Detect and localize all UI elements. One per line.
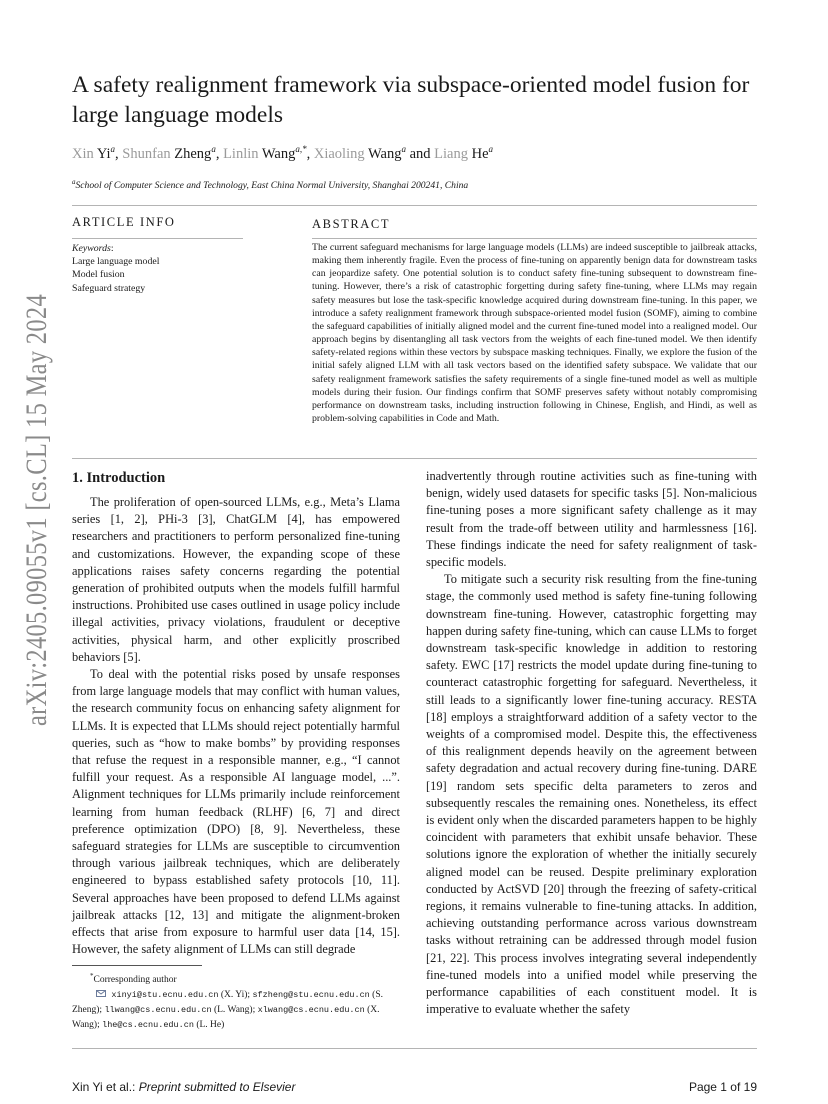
email-owner: (X. Wang); bbox=[72, 1005, 380, 1031]
footnote-mark: * bbox=[90, 972, 94, 980]
email-list bbox=[72, 988, 402, 1033]
article-info-heading: ARTICLE INFO bbox=[72, 215, 176, 229]
arxiv-stamp bbox=[2, 290, 62, 730]
email-address[interactable]: llwang@cs.ecnu.edu.cn bbox=[104, 1005, 212, 1016]
email-owner: (S. Zheng); bbox=[72, 990, 383, 1016]
keyword-item: Large language model bbox=[72, 256, 160, 268]
author-affiliation-mark: a bbox=[110, 144, 116, 154]
body-paragraph: To mitigate such a security risk resulting from the fine-tuning stage, the commonly used method is safety fine-tuning following downstream fine-tuning. However, catastrophic forgetting may happen during safety fine-tuning, which can cause LLMs to forget downstream task-specific knowledge in addition to restoring safety. EWC [17] restricts the model update during fine-tuning to counteract catastrophic forgetting for safeguard. Nevertheless, it still leads to a significantly lower fine-tuning accuracy. RESTA [18] employs a straightforward addition of a safety vector to the weights of a compromised model. Despite this, the effectiveness of this realignment depends heavily on the agreement between safety degradation and actual recovery during fine-tuning. DARE [19] random sets specific delta parameters to zeros and subsequently rescales the remaining ones. Nonetheless, its effect is evident only when the discarded parameters happen to be highly coincident with parameters that exhibit unsafe behavior. These solutions ignore the exploration of whether the initially securely aligned model can be reused. Despite preliminary exploration conducted by ActSVD [20] through the freezing of safety-critical regions, it remains vulnerable to fine-tuning attacks. In addition, achieving outstanding performance across various downstream tasks without retraining can be addressed through model fusion [21, 22]. This process involves integrating several independently fine-tuned models into a unified model while preserving the performance capabilities of each constituent model. It is imperative to evaluate whether the safety bbox=[426, 572, 757, 1017]
body-paragraph: To deal with the potential risks posed by unsafe responses from large language models that may conflict with human values, the research community focus on enhancing safety alignment for LLMs. It is expected that LLMs should reject potentially harmful queries, such as “how to make bombs” by providing responses that refuse the request in a responsible manner, e.g., “I cannot fulfill your request. As a responsible AI language model, ...”. Alignment techniques for LLMs primarily include reinforcement learning from human feedback (RLHF) [6, 7] and direct preference optimization (DPO) [8, 9]. Nevertheless, these safeguard strategies for LLMs are susceptible to circumvention through various jailbreak techniques, which are deliberately engineered to bypass established safety protocols [10, 11]. Several approaches have been proposed to defend LLMs against jailbreak attacks [12, 13] and mitigate the alignment-broken effects that arise from exposure to harmful user data [14, 15]. However, the safety alignment of LLMs can still degrade bbox=[72, 667, 400, 957]
footer-citation bbox=[72, 1080, 295, 1094]
affiliation-text: School of Computer Science and Technology, East China Normal University, Shanghai 200241, China bbox=[75, 180, 469, 192]
author-given-name: Liang bbox=[434, 145, 468, 162]
section-heading bbox=[72, 468, 400, 488]
author-affiliation-mark: a bbox=[488, 144, 494, 154]
author-given-name: Shunfan bbox=[122, 145, 171, 162]
footer-rule bbox=[72, 1048, 757, 1049]
abstract-text: The current safeguard mechanisms for large language models (LLMs) are indeed susceptible to jailbreak attacks, making them inherently fragile. Even the process of fine-tuning on apparently benign data for downstream tasks can jeopardize safety. One potential solution is to conduct safety fine-tuning subsequent to downstream fine-tuning. However, there’s a risk of catastrophic forgetting during safety fine-tuning, where LLMs may regain safety measures but lose the task-specific knowledge acquired during downstream fine-tuning. In this paper, we introduce a safety realignment framework through subspace-oriented model fusion (SOMF), aiming to combine the safeguard capabilities of initially aligned model and the current fine-tuned model into a realigned model. Our approach begins by disentangling all task vectors from the weights of each fine-tuned model. We then identify safety-related regions within these vectors by subspace masking techniques. Finally, we explore the fusion of the initial safely aligned LLM with all task vectors based on the identified safety subspace. We validate that our safety realignment framework satisfies the safety requirements of a single fine-tuned model as well as multiple models during their fusion. Our findings confirm that SOMF preserves safety without notably compromising performance on downstream tasks, including instruction following in Chinese, English, and Hindi, as well as problem-solving capabilities in Code and Math. bbox=[312, 242, 757, 425]
author-family-name: Wang bbox=[261, 145, 296, 162]
section-title: Introduction bbox=[86, 470, 166, 486]
page-number: Page 1 of 19 bbox=[688, 1080, 757, 1094]
email-address[interactable]: lhe@cs.ecnu.edu.cn bbox=[102, 1020, 194, 1031]
author-family-name: Wang bbox=[367, 145, 402, 162]
footer-authors: Xin Yi et al.: bbox=[72, 1080, 136, 1094]
author-given-name: Xin bbox=[72, 145, 94, 162]
email-owner: (L. Wang); bbox=[211, 1005, 258, 1016]
paper-title: A safety realignment framework via subspace-oriented model fusion for large language models bbox=[72, 72, 750, 128]
author-family-name: Yi bbox=[96, 145, 111, 162]
body-paragraph: inadvertently through routine activities such as fine-tuning with benign, widely used datasets for specific tasks [5]. Non-malicious fine-tuning poses a more significant safety challenge as it may result from the trade-off between utility and harmlessness [16]. These findings indicate the need for safety realignment of task-specific models. bbox=[426, 469, 757, 570]
footer-venue: Preprint submitted to Elsevier bbox=[138, 1080, 296, 1094]
author-separator: and bbox=[405, 145, 435, 162]
abstract-heading: ABSTRACT bbox=[312, 217, 391, 231]
footnote-label: Corresponding author bbox=[93, 975, 177, 986]
author-affiliation-mark: a bbox=[211, 144, 216, 154]
affiliation bbox=[72, 178, 468, 191]
author-separator: , bbox=[215, 145, 224, 162]
author-family-name: He bbox=[471, 145, 489, 162]
arxiv-stamp-text: arXiv:2405.09055v1 [cs.CL] 15 May 2024 bbox=[20, 290, 53, 726]
abstract-bottom-rule bbox=[72, 458, 757, 459]
author-affiliation-mark: a bbox=[401, 144, 406, 154]
email-address[interactable]: xlwang@cs.ecnu.edu.cn bbox=[257, 1005, 365, 1016]
body-column-left bbox=[72, 468, 400, 958]
footnote-rule bbox=[72, 965, 202, 966]
article-info-rule bbox=[72, 238, 243, 239]
header-rule bbox=[72, 205, 757, 206]
body-paragraph: The proliferation of open-sourced LLMs, e.g., Meta’s Llama series [1, 2], PHi-3 [3], ChatGLM [4], has empowered researchers and practitioners to perform personalized fine-tuning and customizations. However, the expanding scope of these applications raises safety concerns regarding the potential generation of prohibited outputs when the models fulfill harmful instructions. Prohibited use cases outlined in usage policy include illegal activities, privacy violations, fraudulent or deceptive activities, physical harm, and other explicitly proscribed behaviors [5]. bbox=[72, 495, 400, 664]
email-address[interactable]: sfzheng@stu.ecnu.edu.cn bbox=[252, 990, 370, 1001]
author-separator: , bbox=[115, 145, 123, 162]
keywords-block: Keywords: Large language model Model fusion Safeguard strategy bbox=[72, 242, 252, 295]
body-column-right bbox=[426, 468, 757, 1019]
author-family-name: Zheng bbox=[174, 145, 212, 162]
author-separator: , bbox=[306, 145, 314, 162]
email-address[interactable]: xinyi@stu.ecnu.edu.cn bbox=[111, 990, 219, 1001]
author-affiliation-mark: a,* bbox=[295, 144, 307, 154]
keyword-item: Model fusion bbox=[72, 269, 125, 281]
author-list bbox=[72, 144, 493, 163]
abstract-rule bbox=[312, 238, 757, 239]
section-number: 1. bbox=[72, 470, 83, 486]
footnote bbox=[72, 969, 402, 1033]
envelope-icon bbox=[96, 990, 106, 997]
keywords-label: Keywords bbox=[72, 243, 111, 254]
affiliation-mark: a bbox=[72, 178, 76, 186]
author-given-name: Xiaoling bbox=[313, 145, 365, 162]
email-owner: (L. He) bbox=[193, 1020, 225, 1031]
author-given-name: Linlin bbox=[223, 145, 259, 162]
email-owner: (X. Yi); bbox=[218, 990, 253, 1001]
keyword-item: Safeguard strategy bbox=[72, 282, 146, 294]
